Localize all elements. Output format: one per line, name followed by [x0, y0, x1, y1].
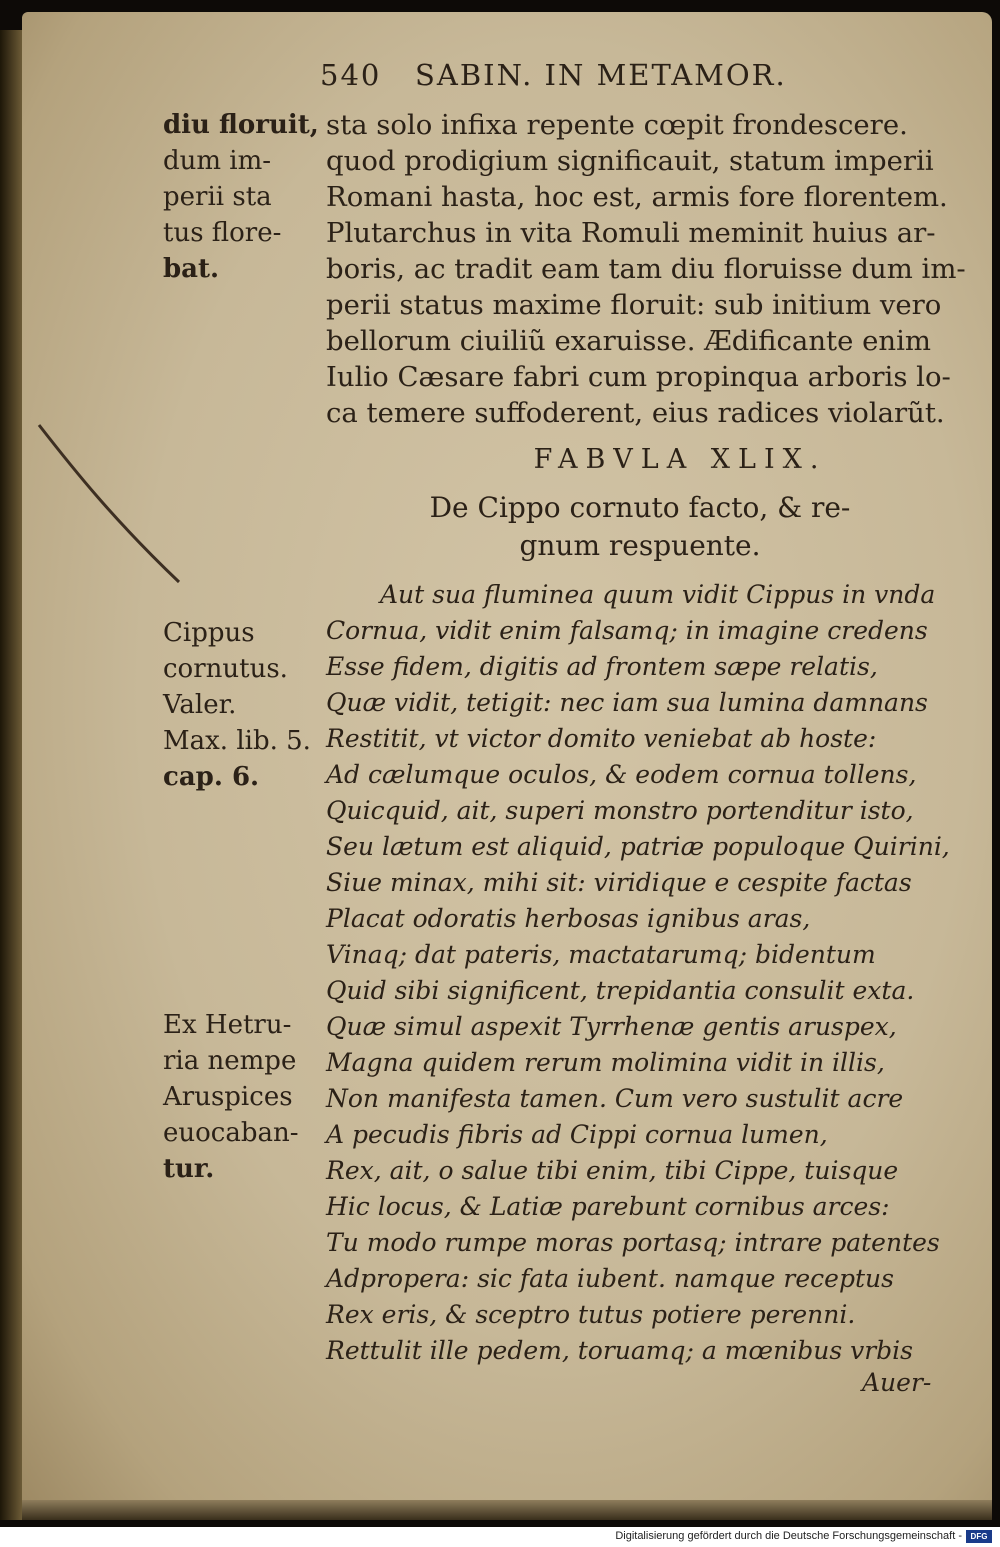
margin-note-line: cornutus. [163, 654, 288, 684]
margin-note-line: ria nempe [163, 1046, 297, 1076]
margin-note-line: Aruspices [163, 1082, 293, 1112]
body-line: bellorum ciuiliũ exaruisse. Ædificante enim [326, 325, 931, 357]
margin-note-line: perii sta [163, 182, 272, 212]
body-line: Iulio Cæsare fabri cum propinqua arboris lo- [326, 361, 951, 393]
verse-line: Non manifesta tamen. Cum vero sustulit acre [326, 1084, 904, 1113]
margin-note-line: cap. 6. [163, 762, 260, 792]
margin-note-line: tus flore- [163, 218, 282, 248]
verse-line: Aut sua fluminea quum vidit Cippus in vnda [380, 580, 936, 609]
verse-line: Hic locus, & Latiæ parebunt cornibus arces: [326, 1192, 890, 1221]
verse-line: Placat odoratis herbosas ignibus aras, [326, 904, 811, 933]
funding-notice: Digitalisierung gefördert durch die Deutsche Forschungsgemeinschaft - [615, 1530, 962, 1542]
verse-line: Vinaq; dat pateris, mactatarumq; bidentum [326, 940, 876, 969]
verse-line: Tu modo rumpe moras portasq; intrare patentes [326, 1228, 940, 1257]
verse-line: Rex eris, & sceptro tutus potiere perenni. [326, 1300, 856, 1329]
verse-line: Siue minax, mihi sit: viridique e cespite factas [326, 868, 912, 897]
body-line: Romani hasta, hoc est, armis fore florentem. [326, 181, 948, 213]
page-number: 540 [320, 58, 382, 92]
body-line: Plutarchus in vita Romuli meminit huius ar- [326, 217, 936, 249]
fabula-title-line: gnum respuente. [519, 529, 761, 562]
running-head: SABIN. IN METAMOR. [415, 58, 787, 92]
verse-line: Esse fidem, digitis ad frontem sæpe relatis, [326, 652, 878, 681]
margin-note-line: Cippus [163, 618, 255, 648]
running-header [320, 58, 787, 92]
fabula-title-line: De Cippo cornuto facto, & re- [429, 491, 851, 524]
margin-note-line: tur. [163, 1154, 215, 1184]
margin-note-line: bat. [163, 254, 220, 284]
verse-line: Cornua, vidit enim falsamq; in imagine credens [326, 616, 928, 645]
verse-line: Ad cælumque oculos, & eodem cornua tollens, [326, 760, 917, 789]
verse-line: Quid sibi significent, trepidantia consulit exta. [326, 976, 915, 1005]
body-line: ca temere suffoderent, eius radices violarũt. [326, 397, 945, 429]
verse-line: Quicquid, ait, superi monstro portenditur isto, [326, 796, 914, 825]
dfg-logo: DFG [966, 1530, 992, 1543]
body-line: perii status maxime floruit: sub initium vero [326, 289, 942, 321]
verse-line: A pecudis fibris ad Cippi cornua lumen, [326, 1120, 828, 1149]
verse-line: Restitit, vt victor domito veniebat ab hoste: [326, 724, 877, 753]
verse-line: Rex, ait, o salue tibi enim, tibi Cippe, tuisque [326, 1156, 899, 1185]
margin-note-line: diu floruit, [163, 110, 319, 140]
verse-line: Seu lætum est aliquid, patriæ populoque Quirini, [326, 832, 950, 861]
margin-note-line: Valer. [163, 690, 237, 720]
margin-note-line: Max. lib. 5. [163, 726, 311, 756]
verse-line: Magna quidem rerum molimina vidit in illis, [326, 1048, 885, 1077]
margin-note-line: euocaban- [163, 1118, 299, 1148]
page-edges [22, 1500, 992, 1520]
body-line: quod prodigium significauit, statum imperii [326, 145, 934, 177]
margin-note-line: dum im- [163, 146, 272, 176]
fabula-heading: FABVLA XLIX. [533, 444, 827, 475]
verse-line: Quæ simul aspexit Tyrrhenæ gentis aruspex, [326, 1012, 897, 1041]
verse-line: Quæ vidit, tetigit: nec iam sua lumina damnans [326, 688, 928, 717]
verse-line: Adpropera: sic fata iubent. namque receptus [326, 1264, 894, 1293]
margin-note-line: Ex Hetru- [163, 1010, 292, 1040]
body-line: sta solo infixa repente cœpit frondescere. [326, 109, 908, 141]
body-line: boris, ac tradit eam tam diu floruisse dum im- [326, 253, 966, 285]
catchword: Auer- [862, 1368, 932, 1397]
verse-line: Rettulit ille pedem, toruamq; a mœnibus vrbis [326, 1336, 914, 1365]
